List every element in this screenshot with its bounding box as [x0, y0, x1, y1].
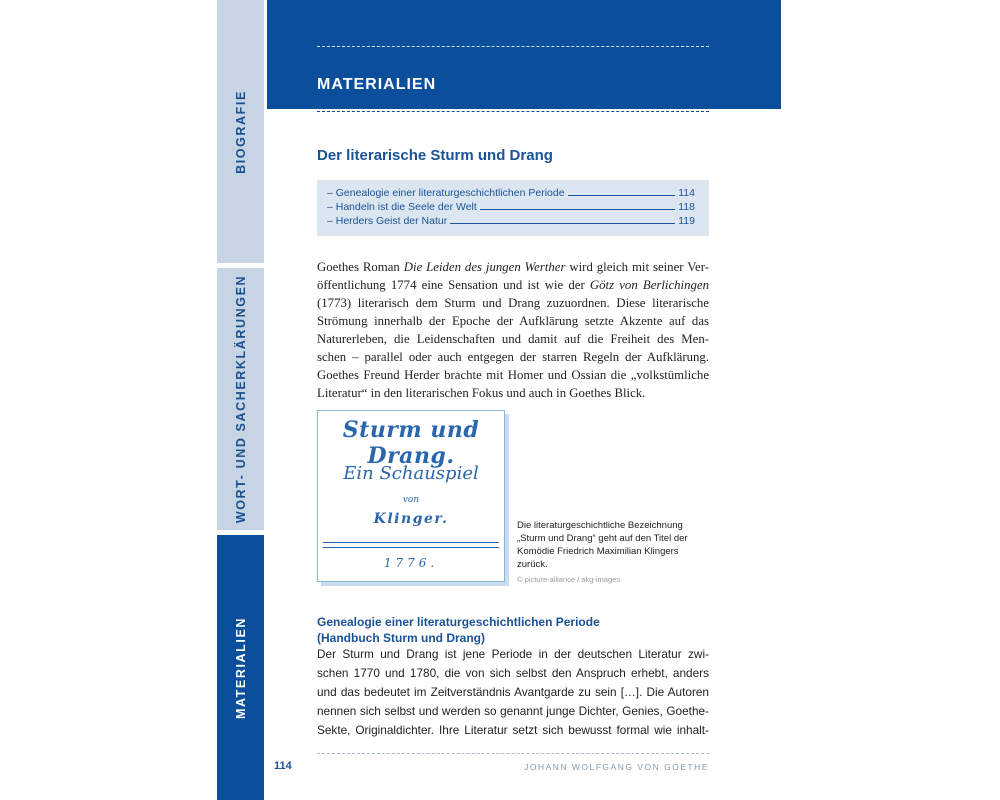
paragraph-line: Der Sturm und Drang ist jene Periode in der deutschen Literatur zwi-: [317, 647, 709, 661]
header-dashed-rule-bottom: [317, 111, 709, 112]
title-page-rule: [323, 547, 499, 548]
title-page-image: [317, 410, 505, 582]
title-page-author: Klinger.: [373, 511, 449, 527]
sidebar-tab-label: BIOGRAFIE: [233, 89, 248, 174]
toc-item-label: – Herders Geist der Natur: [327, 215, 448, 227]
subsection-paragraph: [317, 645, 709, 740]
body-line: [317, 258, 709, 276]
title-page-subtitle: Ein Schauspiel: [343, 463, 479, 484]
title-page-year: 1776.: [383, 556, 439, 570]
toc-item-label: – Handeln ist die Seele der Welt: [327, 201, 477, 213]
caption-line: zurück.: [517, 559, 548, 570]
body-line: Naturerleben, die Leidenschaften und damit auf die Freiheit des Men-: [317, 332, 709, 346]
section-title: Der literarische Sturm und Drang: [317, 147, 553, 164]
toc-leader: [480, 209, 675, 210]
caption-line: „Sturm und Drang“ geht auf den Titel der: [517, 533, 688, 544]
footer-dashed-rule: [317, 753, 709, 754]
caption-line: Komödie Friedrich Maximilian Klingers: [517, 546, 679, 557]
paragraph-line: schen 1770 und 1780, die von sich selbst den Anspruch erhebt, anders: [317, 666, 709, 680]
section-toc: [317, 180, 709, 236]
sidebar-tab-wort-und-sacherklaerungen[interactable]: [217, 268, 264, 530]
paragraph-line: und das bedeutet im Zeitverständnis Avantgarde zu sein […]. Die Autoren: [317, 685, 709, 699]
sidebar-tab-label: MATERIALIEN: [233, 616, 248, 719]
subsection-title: Genealogie einer literaturgeschichtlichen Periode: [317, 615, 600, 629]
body-line: (1773) literarisch dem Sturm und Drang zuzuordnen. Diese literarische: [317, 296, 709, 310]
sidebar-tab-label: WORT- UND SACHERKLÄRUNGEN: [233, 274, 248, 524]
chapter-title: MATERIALIEN: [317, 76, 437, 93]
image-credit: © picture-alliance / akg-images: [517, 575, 621, 584]
toc-leader: [450, 223, 675, 224]
running-footer-title: JOHANN WOLFGANG VON GOETHE: [524, 762, 709, 772]
body-line: [317, 276, 709, 294]
toc-item-page: 118: [678, 201, 695, 213]
title-page-von: von: [402, 495, 420, 505]
caption-line: Die literaturgeschichtliche Bezeichnung: [517, 520, 683, 531]
body-line: Goethes Freund Herder brachte mit Homer und Ossian die „volkstümliche: [317, 368, 709, 382]
body-line: Literatur“ in den literarischen Fokus und auch in Goethes Blick.: [317, 386, 646, 400]
body-paragraph: [317, 258, 709, 402]
sidebar-tab-materialien[interactable]: [217, 535, 264, 800]
book-title-italic: Die Leiden des jungen Werther: [403, 260, 566, 274]
title-page-rule: [323, 542, 499, 543]
chapter-sidebar: [217, 0, 264, 800]
header-dashed-rule: [317, 46, 709, 47]
toc-item[interactable]: [327, 185, 695, 199]
subsection-subtitle: (Handbuch Sturm und Drang): [317, 631, 485, 645]
body-line: schen – parallel oder auch entgegen der starren Regeln der Aufklärung.: [317, 350, 709, 364]
page-number: 114: [274, 760, 292, 772]
body-line: Strömung innerhalb der Epoche der Aufklärung setzte Akzente auf das: [317, 314, 709, 328]
toc-item-page: 114: [678, 187, 695, 199]
body-text: Goethes Roman: [317, 260, 404, 274]
paragraph-line: Sekte, Originaldichter. Ihre Literatur setzt sich bewusst formal wie inhalt-: [317, 723, 709, 737]
body-text: wird gleich mit seiner Ver-: [565, 260, 709, 274]
title-page-heading: Sturm und Drang.: [342, 417, 480, 469]
body-text: öffentlichung 1774 eine Sensation und ist wie der: [317, 278, 590, 292]
chapter-header: [267, 0, 781, 109]
toc-item-label: – Genealogie einer literaturgeschichtlichen Periode: [327, 187, 565, 199]
figure-caption: [517, 519, 717, 571]
sidebar-tab-biografie[interactable]: [217, 0, 264, 263]
toc-item[interactable]: [327, 199, 695, 213]
paragraph-line: nennen sich selbst und werden so genannt junge Dichter, Genies, Goethe-: [317, 704, 709, 718]
book-title-italic: Götz von Berlichingen: [589, 278, 709, 292]
toc-item-page: 119: [678, 215, 695, 227]
toc-item[interactable]: [327, 213, 695, 227]
toc-leader: [568, 195, 676, 196]
